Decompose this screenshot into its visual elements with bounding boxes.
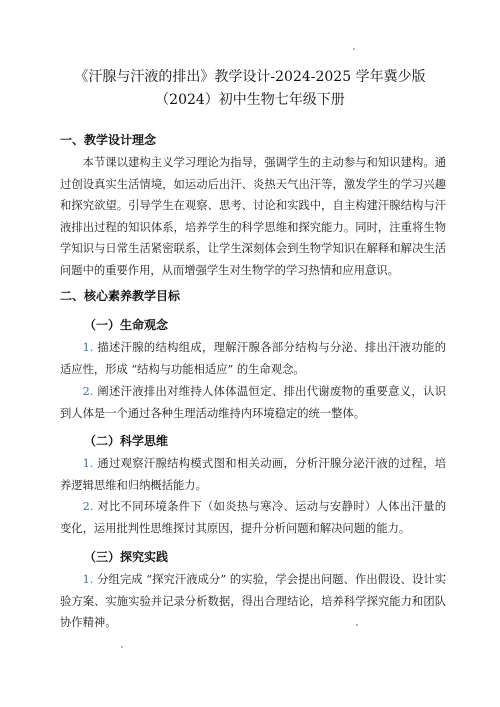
item-text: 通过观察汗腺结构模式图和相关动画，分析汗腺分泌汗液的过程，培养逻辑思维和归纳概括能力。 xyxy=(60,457,446,492)
subheading-scientific-thinking: （二）科学思维 xyxy=(84,434,169,448)
item-text: 阐述汗液排出对维持人体体温恒定、排出代谢废物的重要意义，认识到人体是一个通过各种生理活动维持内环境稳定的统一整体。 xyxy=(60,385,446,420)
item-number: 2. xyxy=(82,500,94,513)
paragraph-design-concept: 本节课以建构主义学习理论为指导，强调学生的主动参与和知识建构。通过创设真实生活情境，如运动后出汗、炎热天气出汗等，激发学生的学习兴趣和探究欲望。引导学生在观察、思考、讨论和实践中，自主构建汗腺结构与汗液排出过程的知识体系，培养学生的科学思维和探究能力。同时，注重将生物学知识与日常生活紧密联系，让学生深刻体会到生物学知识在解释和解决生活问题中的重要作用，从而增强学生对生物学的学习热情和应用意识。 xyxy=(60,156,446,277)
decorative-dot xyxy=(353,48,355,50)
decorative-dot xyxy=(121,646,123,648)
item-number: 1. xyxy=(82,573,94,586)
subheading-life-concept: （一）生命观念 xyxy=(84,318,169,332)
subheading-inquiry-practice: （三）探究实践 xyxy=(84,550,169,564)
document-title: 《汗腺与汗液的排出》教学设计-2024-2025 学年冀少版（2024）初中生物七年级下册 xyxy=(74,69,426,108)
list-item xyxy=(60,381,446,424)
item-text: 对比不同环境条件下（如炎热与寒冷、运动与安静时）人体出汗量的变化，运用批判性思维探讨其原因，提升分析问题和解决问题的能力。 xyxy=(60,500,446,535)
item-text: 分组完成 “探究汗液成分” 的实验，学会提出问题、作出假设、设计实验方案、实施实验并记录分析数据，得出合理结论，培养科学探究能力和团队协作精神。 xyxy=(60,573,446,629)
list-item xyxy=(60,337,446,380)
section-heading-core-objectives: 二、核心素养教学目标 xyxy=(60,289,181,303)
item-number: 2. xyxy=(82,385,94,398)
list-item xyxy=(60,453,446,496)
list-item xyxy=(60,569,446,634)
item-text: 描述汗腺的结构组成，理解汗腺各部分结构与分泌、排出汗液功能的适应性，形成 “结构与功能相适应” 的生命观念。 xyxy=(60,341,446,376)
section-heading-design-concept: 一、教学设计理念 xyxy=(60,133,157,147)
item-number: 1. xyxy=(82,457,94,470)
item-number: 1. xyxy=(82,341,94,354)
list-item xyxy=(60,496,446,539)
